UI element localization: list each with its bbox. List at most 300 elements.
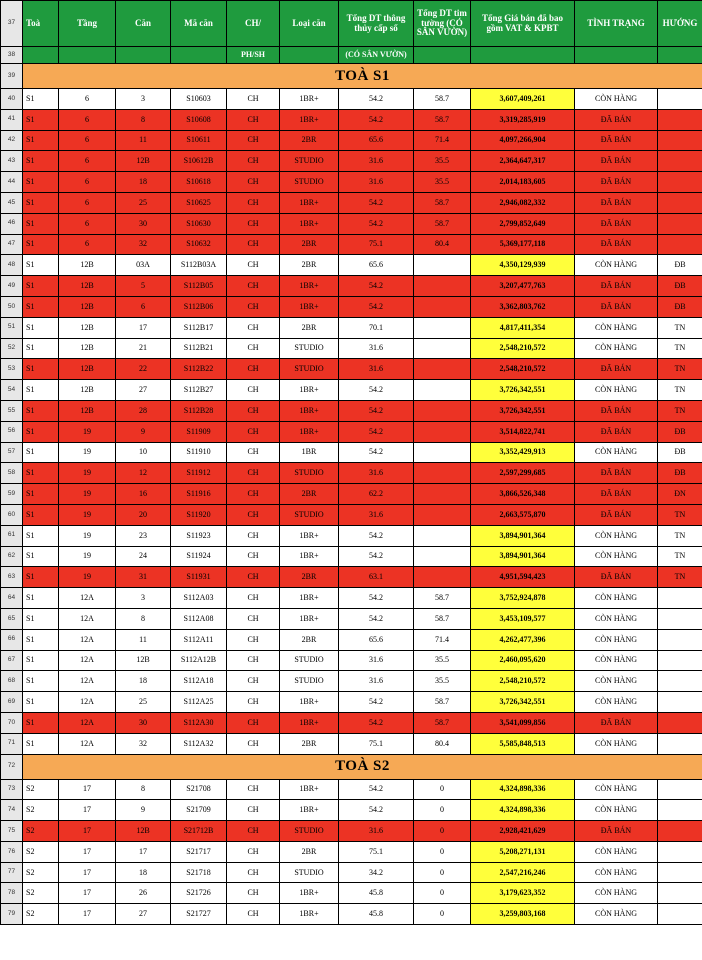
table-cell[interactable]: 12A — [59, 629, 116, 650]
table-cell[interactable]: 03A — [116, 255, 171, 276]
table-cell[interactable]: S21726 — [171, 883, 227, 904]
table-cell[interactable]: 54.2 — [339, 276, 414, 297]
table-cell[interactable]: 12B — [59, 380, 116, 401]
price-cell[interactable]: 3,541,099,856 — [471, 712, 575, 733]
table-cell[interactable]: S1 — [23, 629, 59, 650]
table-cell[interactable]: 17 — [59, 862, 116, 883]
table-cell[interactable]: S112A11 — [171, 629, 227, 650]
table-cell[interactable]: 45.8 — [339, 883, 414, 904]
table-cell[interactable]: 2BR — [280, 629, 339, 650]
table-cell[interactable]: 0 — [414, 883, 471, 904]
table-cell[interactable]: 16 — [116, 484, 171, 505]
table-cell[interactable]: STUDIO — [280, 338, 339, 359]
table-cell[interactable]: S112A03 — [171, 588, 227, 609]
status-cell[interactable]: ĐÃ BÁN — [575, 421, 658, 442]
table-cell[interactable]: 58.7 — [414, 712, 471, 733]
table-cell[interactable]: 24 — [116, 546, 171, 567]
table-cell[interactable]: S2 — [23, 883, 59, 904]
price-cell[interactable]: 3,207,477,763 — [471, 276, 575, 297]
status-cell[interactable]: ĐÃ BÁN — [575, 172, 658, 193]
price-cell[interactable]: 3,362,803,762 — [471, 296, 575, 317]
price-cell[interactable]: 3,752,924,878 — [471, 588, 575, 609]
table-cell[interactable]: CH — [227, 234, 280, 255]
table-cell[interactable]: 80.4 — [414, 234, 471, 255]
table-cell[interactable]: 18 — [116, 172, 171, 193]
table-cell[interactable]: S2 — [23, 904, 59, 925]
table-cell[interactable]: 30 — [116, 213, 171, 234]
price-cell[interactable]: 4,262,477,396 — [471, 629, 575, 650]
table-cell[interactable]: S2 — [23, 779, 59, 800]
table-cell[interactable] — [658, 588, 702, 609]
table-cell[interactable]: STUDIO — [280, 821, 339, 842]
table-cell[interactable]: CH — [227, 650, 280, 671]
table-cell[interactable]: S11923 — [171, 525, 227, 546]
table-cell[interactable]: 31 — [116, 567, 171, 588]
col-header-huong[interactable]: HƯỚNG — [658, 1, 702, 47]
status-cell[interactable]: CÒN HÀNG — [575, 733, 658, 754]
table-cell[interactable]: CH — [227, 151, 280, 172]
table-cell[interactable]: 1BR+ — [280, 588, 339, 609]
table-cell[interactable] — [414, 546, 471, 567]
table-cell[interactable]: S10603 — [171, 89, 227, 110]
col-header-dt-tim-tuong[interactable]: Tổng DT tim tường (CÓ SÂN VƯỜN) — [414, 1, 471, 47]
table-cell[interactable]: 1BR+ — [280, 608, 339, 629]
status-cell[interactable]: CÒN HÀNG — [575, 650, 658, 671]
table-cell[interactable]: 1BR+ — [280, 296, 339, 317]
table-cell[interactable]: 12A — [59, 692, 116, 713]
table-cell[interactable]: 28 — [116, 400, 171, 421]
table-cell[interactable]: 31.6 — [339, 359, 414, 380]
table-cell[interactable] — [658, 172, 702, 193]
table-cell[interactable]: 75.1 — [339, 841, 414, 862]
subheader-cell[interactable] — [575, 47, 658, 64]
table-cell[interactable]: 2BR — [280, 733, 339, 754]
status-cell[interactable]: ĐÃ BÁN — [575, 484, 658, 505]
table-cell[interactable]: CH — [227, 130, 280, 151]
table-cell[interactable]: 11 — [116, 629, 171, 650]
table-cell[interactable]: CH — [227, 400, 280, 421]
col-header-ma-can[interactable]: Mã căn — [171, 1, 227, 47]
status-cell[interactable]: ĐÃ BÁN — [575, 359, 658, 380]
subheader-cell[interactable]: PH/SH — [227, 47, 280, 64]
table-cell[interactable] — [658, 821, 702, 842]
table-cell[interactable]: 6 — [59, 213, 116, 234]
table-cell[interactable]: 12A — [59, 608, 116, 629]
table-cell[interactable]: S11909 — [171, 421, 227, 442]
table-cell[interactable]: 35.5 — [414, 172, 471, 193]
table-cell[interactable]: 0 — [414, 821, 471, 842]
table-cell[interactable]: TN — [658, 338, 702, 359]
table-cell[interactable]: 45.8 — [339, 904, 414, 925]
table-cell[interactable]: CH — [227, 276, 280, 297]
table-cell[interactable]: S10630 — [171, 213, 227, 234]
table-cell[interactable]: 19 — [59, 504, 116, 525]
col-header-toa[interactable]: Toà — [23, 1, 59, 47]
subheader-cell[interactable] — [280, 47, 339, 64]
table-cell[interactable]: 1BR+ — [280, 192, 339, 213]
table-cell[interactable]: CH — [227, 338, 280, 359]
table-cell[interactable]: 54.2 — [339, 89, 414, 110]
table-cell[interactable]: 54.2 — [339, 380, 414, 401]
price-cell[interactable]: 2,946,082,332 — [471, 192, 575, 213]
table-cell[interactable]: 1BR+ — [280, 525, 339, 546]
table-cell[interactable]: 58.7 — [414, 192, 471, 213]
table-cell[interactable]: S1 — [23, 608, 59, 629]
table-cell[interactable]: CH — [227, 525, 280, 546]
table-cell[interactable]: S1 — [23, 504, 59, 525]
table-cell[interactable]: 1BR+ — [280, 380, 339, 401]
status-cell[interactable]: CÒN HÀNG — [575, 883, 658, 904]
table-cell[interactable]: CH — [227, 421, 280, 442]
table-cell[interactable]: 8 — [116, 109, 171, 130]
table-cell[interactable]: 12B — [59, 400, 116, 421]
table-cell[interactable]: 1BR+ — [280, 276, 339, 297]
table-cell[interactable]: 54.2 — [339, 296, 414, 317]
table-cell[interactable]: 35.5 — [414, 650, 471, 671]
status-cell[interactable]: ĐÃ BÁN — [575, 400, 658, 421]
table-cell[interactable]: CH — [227, 213, 280, 234]
table-cell[interactable] — [414, 255, 471, 276]
table-cell[interactable]: STUDIO — [280, 862, 339, 883]
table-cell[interactable]: S112B22 — [171, 359, 227, 380]
table-cell[interactable] — [658, 650, 702, 671]
table-cell[interactable]: CH — [227, 484, 280, 505]
table-cell[interactable]: 19 — [59, 463, 116, 484]
table-cell[interactable]: S11912 — [171, 463, 227, 484]
price-cell[interactable]: 4,350,129,939 — [471, 255, 575, 276]
table-cell[interactable]: STUDIO — [280, 172, 339, 193]
table-cell[interactable]: 0 — [414, 800, 471, 821]
table-cell[interactable]: 12A — [59, 588, 116, 609]
table-cell[interactable]: S11920 — [171, 504, 227, 525]
table-cell[interactable]: 1BR+ — [280, 546, 339, 567]
status-cell[interactable]: CÒN HÀNG — [575, 338, 658, 359]
table-cell[interactable]: 6 — [59, 172, 116, 193]
table-cell[interactable]: 9 — [116, 800, 171, 821]
table-cell[interactable]: 17 — [59, 883, 116, 904]
table-cell[interactable]: 2BR — [280, 484, 339, 505]
price-cell[interactable]: 2,364,647,317 — [471, 151, 575, 172]
subheader-cell[interactable] — [171, 47, 227, 64]
table-cell[interactable]: S1 — [23, 255, 59, 276]
table-cell[interactable]: 35.5 — [414, 671, 471, 692]
table-cell[interactable]: S112B27 — [171, 380, 227, 401]
table-cell[interactable]: STUDIO — [280, 504, 339, 525]
table-cell[interactable]: 63.1 — [339, 567, 414, 588]
table-cell[interactable]: 31.6 — [339, 338, 414, 359]
table-cell[interactable]: 80.4 — [414, 733, 471, 754]
price-cell[interactable]: 4,951,594,423 — [471, 567, 575, 588]
price-cell[interactable]: 2,799,852,649 — [471, 213, 575, 234]
status-cell[interactable]: CÒN HÀNG — [575, 380, 658, 401]
table-cell[interactable]: 12B — [59, 276, 116, 297]
table-cell[interactable]: CH — [227, 862, 280, 883]
table-cell[interactable]: 12B — [59, 359, 116, 380]
price-cell[interactable]: 4,817,411,354 — [471, 317, 575, 338]
status-cell[interactable]: CÒN HÀNG — [575, 779, 658, 800]
table-cell[interactable] — [414, 400, 471, 421]
table-cell[interactable]: 19 — [59, 484, 116, 505]
table-cell[interactable] — [414, 484, 471, 505]
table-cell[interactable]: 0 — [414, 779, 471, 800]
table-cell[interactable]: CH — [227, 671, 280, 692]
table-cell[interactable]: S1 — [23, 671, 59, 692]
table-cell[interactable]: 31.6 — [339, 671, 414, 692]
table-cell[interactable]: 31.6 — [339, 151, 414, 172]
status-cell[interactable]: ĐÃ BÁN — [575, 567, 658, 588]
table-cell[interactable]: 32 — [116, 234, 171, 255]
status-cell[interactable]: CÒN HÀNG — [575, 904, 658, 925]
table-cell[interactable]: ĐB — [658, 463, 702, 484]
table-cell[interactable]: S11910 — [171, 442, 227, 463]
status-cell[interactable]: ĐÃ BÁN — [575, 234, 658, 255]
table-cell[interactable]: S112A25 — [171, 692, 227, 713]
section-title[interactable]: TOÀ S1 — [23, 64, 702, 89]
table-cell[interactable]: 22 — [116, 359, 171, 380]
table-cell[interactable]: S1 — [23, 276, 59, 297]
table-cell[interactable]: S112B06 — [171, 296, 227, 317]
table-cell[interactable] — [414, 338, 471, 359]
table-cell[interactable]: 75.1 — [339, 234, 414, 255]
table-cell[interactable]: S112B21 — [171, 338, 227, 359]
table-cell[interactable]: 27 — [116, 904, 171, 925]
col-header-loai-can[interactable]: Loại căn — [280, 1, 339, 47]
table-cell[interactable]: 1BR+ — [280, 904, 339, 925]
table-cell[interactable]: STUDIO — [280, 463, 339, 484]
table-cell[interactable]: CH — [227, 255, 280, 276]
table-cell[interactable]: S1 — [23, 130, 59, 151]
table-cell[interactable] — [658, 733, 702, 754]
table-cell[interactable]: 65.6 — [339, 130, 414, 151]
table-cell[interactable]: CH — [227, 821, 280, 842]
table-cell[interactable] — [658, 213, 702, 234]
table-cell[interactable] — [414, 442, 471, 463]
table-cell[interactable]: S1 — [23, 546, 59, 567]
table-cell[interactable]: 12A — [59, 650, 116, 671]
table-cell[interactable]: STUDIO — [280, 359, 339, 380]
table-cell[interactable] — [414, 380, 471, 401]
table-cell[interactable]: 1BR+ — [280, 883, 339, 904]
table-cell[interactable]: S10608 — [171, 109, 227, 130]
table-cell[interactable]: S21712B — [171, 821, 227, 842]
table-cell[interactable]: 35.5 — [414, 151, 471, 172]
table-cell[interactable]: 2BR — [280, 255, 339, 276]
table-cell[interactable]: CH — [227, 883, 280, 904]
table-cell[interactable]: S112A12B — [171, 650, 227, 671]
table-cell[interactable]: S2 — [23, 862, 59, 883]
price-cell[interactable]: 3,726,342,551 — [471, 400, 575, 421]
table-cell[interactable] — [658, 109, 702, 130]
table-cell[interactable]: S2 — [23, 841, 59, 862]
table-cell[interactable]: CH — [227, 841, 280, 862]
price-cell[interactable]: 4,097,266,904 — [471, 130, 575, 151]
table-cell[interactable]: 54.2 — [339, 779, 414, 800]
table-cell[interactable]: 17 — [59, 821, 116, 842]
table-cell[interactable]: 2BR — [280, 317, 339, 338]
subheader-cell[interactable] — [471, 47, 575, 64]
table-cell[interactable]: TN — [658, 317, 702, 338]
subheader-cell[interactable] — [23, 47, 59, 64]
table-cell[interactable]: S1 — [23, 463, 59, 484]
table-cell[interactable]: CH — [227, 733, 280, 754]
table-cell[interactable]: ĐB — [658, 442, 702, 463]
table-cell[interactable] — [658, 904, 702, 925]
table-cell[interactable]: CH — [227, 608, 280, 629]
table-cell[interactable]: 19 — [59, 525, 116, 546]
table-cell[interactable]: S1 — [23, 89, 59, 110]
table-cell[interactable]: 1BR+ — [280, 400, 339, 421]
table-cell[interactable]: 54.2 — [339, 588, 414, 609]
table-cell[interactable]: CH — [227, 172, 280, 193]
price-cell[interactable]: 2,548,210,572 — [471, 359, 575, 380]
status-cell[interactable]: ĐÃ BÁN — [575, 276, 658, 297]
table-cell[interactable]: 17 — [59, 800, 116, 821]
table-cell[interactable]: 21 — [116, 338, 171, 359]
table-cell[interactable]: 18 — [116, 862, 171, 883]
table-cell[interactable]: S1 — [23, 442, 59, 463]
price-cell[interactable]: 3,726,342,551 — [471, 692, 575, 713]
status-cell[interactable]: CÒN HÀNG — [575, 255, 658, 276]
table-cell[interactable]: 5 — [116, 276, 171, 297]
table-cell[interactable]: 10 — [116, 442, 171, 463]
table-cell[interactable]: S11924 — [171, 546, 227, 567]
table-cell[interactable]: 1BR — [280, 442, 339, 463]
status-cell[interactable]: ĐÃ BÁN — [575, 109, 658, 130]
table-cell[interactable]: 17 — [59, 904, 116, 925]
table-cell[interactable]: 11 — [116, 130, 171, 151]
price-cell[interactable]: 3,453,109,577 — [471, 608, 575, 629]
table-cell[interactable]: 19 — [59, 421, 116, 442]
table-cell[interactable]: CH — [227, 317, 280, 338]
table-cell[interactable]: TN — [658, 400, 702, 421]
table-cell[interactable]: 6 — [59, 234, 116, 255]
price-cell[interactable]: 3,352,429,913 — [471, 442, 575, 463]
table-cell[interactable]: 1BR+ — [280, 800, 339, 821]
table-cell[interactable]: 54.2 — [339, 692, 414, 713]
table-cell[interactable]: 31.6 — [339, 650, 414, 671]
table-cell[interactable] — [414, 463, 471, 484]
table-cell[interactable]: CH — [227, 800, 280, 821]
table-cell[interactable]: 2BR — [280, 130, 339, 151]
table-cell[interactable]: TN — [658, 546, 702, 567]
table-cell[interactable]: CH — [227, 567, 280, 588]
table-cell[interactable]: S1 — [23, 192, 59, 213]
table-cell[interactable]: TN — [658, 380, 702, 401]
table-cell[interactable] — [658, 862, 702, 883]
subheader-cell[interactable] — [414, 47, 471, 64]
table-cell[interactable]: STUDIO — [280, 151, 339, 172]
table-cell[interactable]: 23 — [116, 525, 171, 546]
table-cell[interactable]: ĐB — [658, 255, 702, 276]
price-cell[interactable]: 3,514,822,741 — [471, 421, 575, 442]
table-cell[interactable]: 0 — [414, 904, 471, 925]
table-cell[interactable]: 54.2 — [339, 421, 414, 442]
table-cell[interactable]: 58.7 — [414, 213, 471, 234]
table-cell[interactable]: 26 — [116, 883, 171, 904]
table-cell[interactable]: ĐN — [658, 484, 702, 505]
price-cell[interactable]: 5,208,271,131 — [471, 841, 575, 862]
table-cell[interactable] — [658, 608, 702, 629]
table-cell[interactable]: 58.7 — [414, 608, 471, 629]
table-cell[interactable]: 19 — [59, 442, 116, 463]
status-cell[interactable]: CÒN HÀNG — [575, 862, 658, 883]
status-cell[interactable]: ĐÃ BÁN — [575, 192, 658, 213]
status-cell[interactable]: ĐÃ BÁN — [575, 504, 658, 525]
table-cell[interactable]: 1BR+ — [280, 712, 339, 733]
table-cell[interactable]: 17 — [59, 779, 116, 800]
table-cell[interactable]: ĐB — [658, 276, 702, 297]
table-cell[interactable]: 54.2 — [339, 525, 414, 546]
table-cell[interactable]: S112B05 — [171, 276, 227, 297]
table-cell[interactable]: S1 — [23, 421, 59, 442]
table-cell[interactable]: 31.6 — [339, 172, 414, 193]
table-cell[interactable]: S10625 — [171, 192, 227, 213]
table-cell[interactable]: S21717 — [171, 841, 227, 862]
table-cell[interactable]: 8 — [116, 779, 171, 800]
subheader-cell[interactable]: (CÓ SÂN VƯỜN) — [339, 47, 414, 64]
table-cell[interactable]: 25 — [116, 192, 171, 213]
table-cell[interactable]: 17 — [116, 841, 171, 862]
table-cell[interactable]: S112B28 — [171, 400, 227, 421]
table-cell[interactable]: 31.6 — [339, 504, 414, 525]
table-cell[interactable]: ĐB — [658, 421, 702, 442]
table-cell[interactable]: 6 — [59, 192, 116, 213]
subheader-cell[interactable] — [59, 47, 116, 64]
table-cell[interactable]: 20 — [116, 504, 171, 525]
subheader-cell[interactable] — [116, 47, 171, 64]
table-cell[interactable]: 12B — [59, 255, 116, 276]
table-cell[interactable]: 54.2 — [339, 213, 414, 234]
table-cell[interactable]: 30 — [116, 712, 171, 733]
table-cell[interactable]: S1 — [23, 588, 59, 609]
table-cell[interactable]: CH — [227, 904, 280, 925]
section-title[interactable]: TOÀ S2 — [23, 754, 702, 779]
table-cell[interactable] — [414, 317, 471, 338]
table-cell[interactable]: S11916 — [171, 484, 227, 505]
col-header-can[interactable]: Căn — [116, 1, 171, 47]
table-cell[interactable]: 1BR+ — [280, 421, 339, 442]
table-cell[interactable]: S112A32 — [171, 733, 227, 754]
table-cell[interactable]: S1 — [23, 400, 59, 421]
table-cell[interactable]: 12B — [116, 821, 171, 842]
price-cell[interactable]: 2,663,575,870 — [471, 504, 575, 525]
table-cell[interactable]: S21727 — [171, 904, 227, 925]
table-cell[interactable]: S10612B — [171, 151, 227, 172]
table-cell[interactable]: CH — [227, 192, 280, 213]
table-cell[interactable]: 6 — [59, 151, 116, 172]
status-cell[interactable]: CÒN HÀNG — [575, 671, 658, 692]
price-cell[interactable]: 3,319,285,919 — [471, 109, 575, 130]
table-cell[interactable]: 17 — [59, 841, 116, 862]
table-cell[interactable]: S10618 — [171, 172, 227, 193]
table-cell[interactable]: S112B03A — [171, 255, 227, 276]
status-cell[interactable]: CÒN HÀNG — [575, 89, 658, 110]
table-cell[interactable] — [658, 841, 702, 862]
table-cell[interactable]: 19 — [59, 546, 116, 567]
status-cell[interactable]: CÒN HÀNG — [575, 841, 658, 862]
table-cell[interactable]: 1BR+ — [280, 89, 339, 110]
status-cell[interactable]: CÒN HÀNG — [575, 317, 658, 338]
table-cell[interactable]: TN — [658, 359, 702, 380]
status-cell[interactable]: ĐÃ BÁN — [575, 712, 658, 733]
table-cell[interactable]: CH — [227, 504, 280, 525]
col-header-tinh-trang[interactable]: TÌNH TRẠNG — [575, 1, 658, 47]
table-cell[interactable]: 2BR — [280, 841, 339, 862]
table-cell[interactable]: 18 — [116, 671, 171, 692]
table-cell[interactable]: 54.2 — [339, 442, 414, 463]
table-cell[interactable]: S1 — [23, 359, 59, 380]
status-cell[interactable]: CÒN HÀNG — [575, 525, 658, 546]
